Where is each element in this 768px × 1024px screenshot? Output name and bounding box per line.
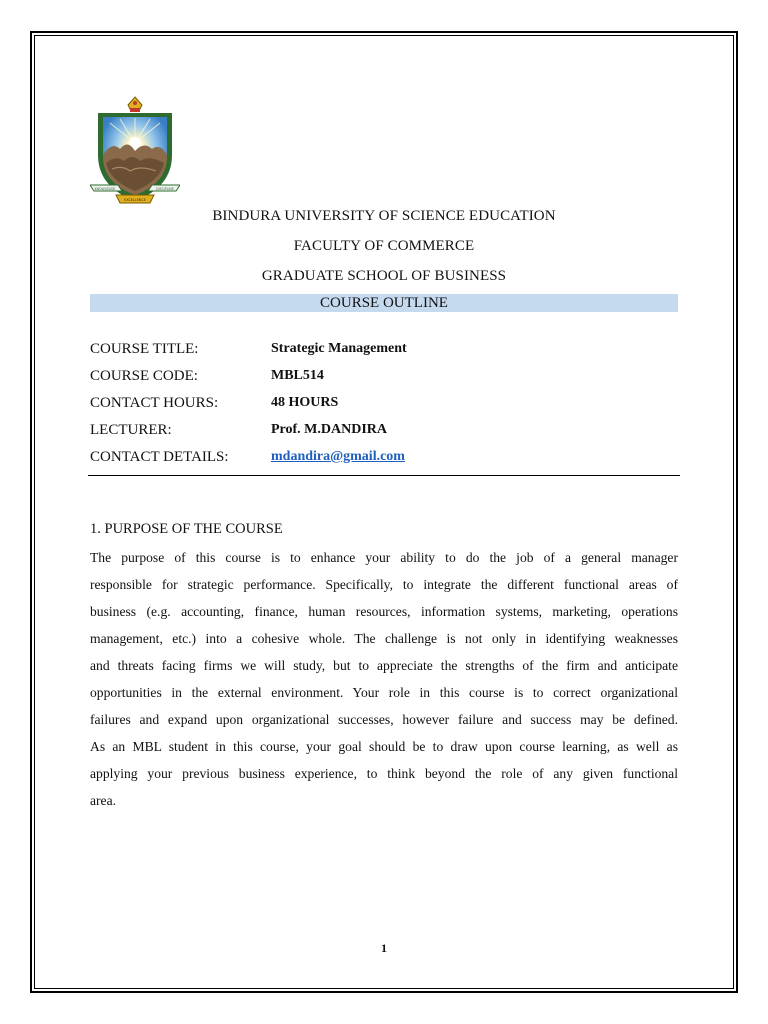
lecturer-value: Prof. M.DANDIRA xyxy=(271,422,387,437)
paragraph-line: area. xyxy=(90,793,117,808)
paragraph-line: As an MBL student in this course, your goal should be to draw upon course learning, as well as xyxy=(90,739,678,754)
course-code-value: MBL514 xyxy=(271,368,324,383)
course-title-row xyxy=(90,341,678,361)
university-name: BINDURA UNIVERSITY OF SCIENCE EDUCATION xyxy=(212,208,556,224)
course-code-row xyxy=(90,368,678,388)
lecturer-label: LECTURER: xyxy=(90,422,172,438)
course-title-value: Strategic Management xyxy=(271,341,407,356)
svg-text:DISCIPLINE: DISCIPLINE xyxy=(156,187,174,191)
paragraph-line: responsible for strategic performance. Specifically, to integrate the different functional areas of xyxy=(90,577,678,592)
course-code-label: COURSE CODE: xyxy=(90,368,198,384)
contact-hours-row xyxy=(90,395,678,415)
section-divider xyxy=(88,475,680,476)
course-title-label: COURSE TITLE: xyxy=(90,341,199,357)
paragraph-line: failures and expand upon organizational successes, however failure and success may be defined. xyxy=(90,712,678,727)
paragraph-line: The purpose of this course is to enhance your ability to do the job of a general manager xyxy=(90,550,678,565)
paragraph-line: opportunities in the external environment. Your role in this course is to correct organizational xyxy=(90,685,678,700)
contact-details-label: CONTACT DETAILS: xyxy=(90,449,229,465)
lecturer-row xyxy=(90,422,678,442)
svg-text:KNOWLEDGE: KNOWLEDGE xyxy=(94,187,116,191)
university-crest-icon xyxy=(90,95,180,211)
course-outline-banner: COURSE OUTLINE xyxy=(90,294,678,312)
paragraph-line: management, etc.) into a cohesive whole. The challenge is not only in identifying weaknesses xyxy=(90,631,678,646)
svg-text:EXCELLENCE: EXCELLENCE xyxy=(124,198,146,202)
contact-hours-label: CONTACT HOURS: xyxy=(90,395,219,411)
section-purpose-body xyxy=(90,544,678,814)
section-purpose-heading: 1. PURPOSE OF THE COURSE xyxy=(90,521,283,537)
lecturer-email-link[interactable]: mdandira@gmail.com xyxy=(271,449,405,464)
faculty-name: FACULTY OF COMMERCE xyxy=(293,238,475,254)
paragraph-line: and threats facing firms we will study, but to appreciate the strengths of the firm and anticipate xyxy=(90,658,678,673)
paragraph-line: business (e.g. accounting, finance, human resources, information systems, marketing, operations xyxy=(90,604,678,619)
school-name: GRADUATE SCHOOL OF BUSINESS xyxy=(261,268,507,284)
contact-hours-value: 48 HOURS xyxy=(271,395,339,410)
contact-details-row xyxy=(90,449,678,469)
paragraph-line: applying your previous business experience, to think beyond the role of any given functional xyxy=(90,766,678,781)
page-number: 1 xyxy=(381,941,387,955)
